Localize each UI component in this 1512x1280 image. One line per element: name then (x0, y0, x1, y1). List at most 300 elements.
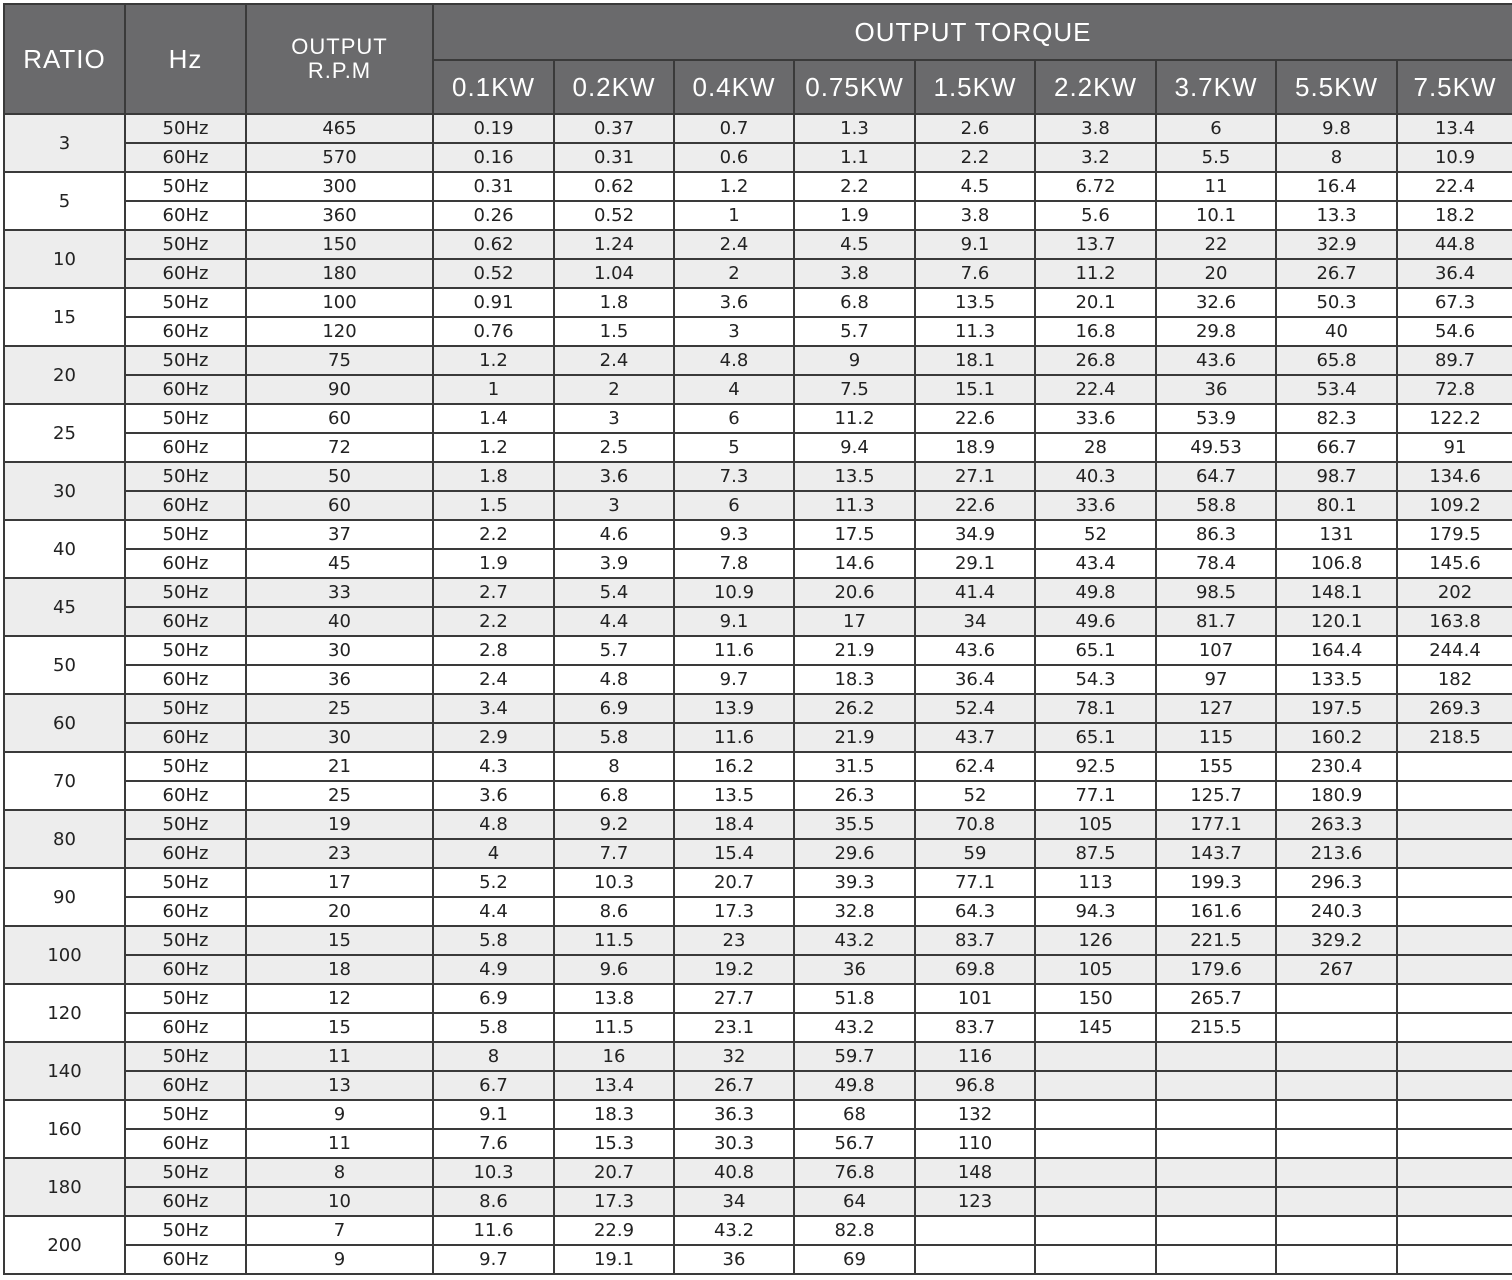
torque-cell: 131 (1276, 520, 1397, 549)
torque-cell: 8.6 (433, 1187, 554, 1216)
torque-cell: 1.3 (794, 114, 915, 143)
torque-cell: 110 (915, 1129, 1035, 1158)
torque-cell: 2.6 (915, 114, 1035, 143)
torque-cell: 4.9 (433, 955, 554, 984)
torque-cell: 122.2 (1397, 404, 1512, 433)
table-row (4, 810, 1512, 839)
header-kw: 0.1KW (433, 60, 554, 114)
torque-cell: 2 (674, 259, 794, 288)
hz-cell: 60Hz (125, 781, 246, 810)
ratio-cell: 180 (4, 1158, 125, 1216)
torque-cell: 1.1 (794, 143, 915, 172)
torque-cell: 160.2 (1276, 723, 1397, 752)
torque-cell: 0.52 (433, 259, 554, 288)
torque-cell: 150 (1035, 984, 1156, 1013)
torque-cell: 20.1 (1035, 288, 1156, 317)
header-hz: Hz (125, 4, 246, 114)
torque-cell: 31.5 (794, 752, 915, 781)
rpm-cell: 13 (246, 1071, 433, 1100)
torque-cell: 16.2 (674, 752, 794, 781)
torque-cell: 4.5 (915, 172, 1035, 201)
table-row (4, 868, 1512, 897)
output-torque-table (3, 3, 1512, 1275)
hz-cell: 50Hz (125, 636, 246, 665)
torque-cell: 19.1 (554, 1245, 674, 1274)
torque-cell (1397, 926, 1512, 955)
torque-cell: 20 (1156, 259, 1276, 288)
torque-cell: 244.4 (1397, 636, 1512, 665)
torque-cell: 32.6 (1156, 288, 1276, 317)
torque-cell: 36.4 (1397, 259, 1512, 288)
torque-cell: 0.6 (674, 143, 794, 172)
rpm-cell: 8 (246, 1158, 433, 1187)
torque-cell: 43.6 (915, 636, 1035, 665)
torque-cell: 1.8 (433, 462, 554, 491)
torque-cell: 13.9 (674, 694, 794, 723)
header-kw: 7.5KW (1397, 60, 1512, 114)
torque-cell: 43.4 (1035, 549, 1156, 578)
torque-cell (1035, 1158, 1156, 1187)
header-kw: 1.5KW (915, 60, 1035, 114)
torque-cell: 13.5 (674, 781, 794, 810)
torque-cell: 1.9 (794, 201, 915, 230)
torque-cell (1397, 984, 1512, 1013)
torque-cell: 107 (1156, 636, 1276, 665)
torque-cell: 0.37 (554, 114, 674, 143)
torque-cell: 26.3 (794, 781, 915, 810)
torque-cell: 30.3 (674, 1129, 794, 1158)
torque-cell: 64 (794, 1187, 915, 1216)
torque-cell: 18.4 (674, 810, 794, 839)
torque-cell: 133.5 (1276, 665, 1397, 694)
header-output-rpm-line2: R.P.M (307, 58, 372, 83)
rpm-cell: 180 (246, 259, 433, 288)
table-row (4, 433, 1512, 462)
header-kw: 0.75KW (794, 60, 915, 114)
torque-cell: 4.8 (674, 346, 794, 375)
torque-cell: 86.3 (1156, 520, 1276, 549)
torque-cell: 116 (915, 1042, 1035, 1071)
rpm-cell: 90 (246, 375, 433, 404)
rpm-cell: 15 (246, 926, 433, 955)
rpm-cell: 45 (246, 549, 433, 578)
header-output-rpm (246, 4, 433, 114)
table-row (4, 404, 1512, 433)
hz-cell: 60Hz (125, 955, 246, 984)
hz-cell: 60Hz (125, 1071, 246, 1100)
rpm-cell: 465 (246, 114, 433, 143)
rpm-cell: 50 (246, 462, 433, 491)
torque-cell: 23 (674, 926, 794, 955)
torque-cell: 120.1 (1276, 607, 1397, 636)
torque-cell: 16 (554, 1042, 674, 1071)
torque-cell (1397, 1245, 1512, 1274)
torque-cell: 36 (794, 955, 915, 984)
rpm-cell: 18 (246, 955, 433, 984)
ratio-cell: 200 (4, 1216, 125, 1274)
torque-cell: 7.7 (554, 839, 674, 868)
table-row (4, 781, 1512, 810)
ratio-cell: 70 (4, 752, 125, 810)
torque-cell (1156, 1216, 1276, 1245)
torque-cell: 148.1 (1276, 578, 1397, 607)
torque-cell: 329.2 (1276, 926, 1397, 955)
table-row (4, 114, 1512, 143)
torque-cell: 240.3 (1276, 897, 1397, 926)
torque-cell: 1 (433, 375, 554, 404)
torque-cell (1397, 810, 1512, 839)
rpm-cell: 360 (246, 201, 433, 230)
torque-cell: 18.2 (1397, 201, 1512, 230)
torque-cell (1156, 1245, 1276, 1274)
torque-cell: 8 (1276, 143, 1397, 172)
torque-cell: 41.4 (915, 578, 1035, 607)
header-kw: 0.2KW (554, 60, 674, 114)
torque-cell: 16.8 (1035, 317, 1156, 346)
torque-cell (1276, 1013, 1397, 1042)
torque-cell: 22.6 (915, 491, 1035, 520)
hz-cell: 60Hz (125, 433, 246, 462)
hz-cell: 50Hz (125, 230, 246, 259)
torque-cell: 21.9 (794, 723, 915, 752)
torque-cell: 1.2 (674, 172, 794, 201)
table-row (4, 1042, 1512, 1071)
torque-cell (1035, 1071, 1156, 1100)
rpm-cell: 150 (246, 230, 433, 259)
torque-cell: 5.5 (1156, 143, 1276, 172)
torque-cell: 4 (674, 375, 794, 404)
torque-cell: 7.6 (915, 259, 1035, 288)
torque-cell (1035, 1042, 1156, 1071)
torque-cell: 0.91 (433, 288, 554, 317)
torque-cell: 123 (915, 1187, 1035, 1216)
torque-cell: 89.7 (1397, 346, 1512, 375)
hz-cell: 60Hz (125, 1129, 246, 1158)
rpm-cell: 11 (246, 1129, 433, 1158)
torque-cell (1035, 1216, 1156, 1245)
torque-cell: 40 (1276, 317, 1397, 346)
torque-cell: 11.6 (433, 1216, 554, 1245)
torque-cell: 0.62 (433, 230, 554, 259)
hz-cell: 60Hz (125, 665, 246, 694)
torque-cell: 218.5 (1397, 723, 1512, 752)
torque-cell: 13.5 (915, 288, 1035, 317)
hz-cell: 50Hz (125, 810, 246, 839)
torque-cell (1276, 1187, 1397, 1216)
torque-cell: 36 (674, 1245, 794, 1274)
ratio-cell: 20 (4, 346, 125, 404)
hz-cell: 50Hz (125, 984, 246, 1013)
torque-cell: 91 (1397, 433, 1512, 462)
torque-cell (1156, 1071, 1276, 1100)
torque-cell: 27.7 (674, 984, 794, 1013)
torque-cell (1397, 897, 1512, 926)
torque-cell: 11.5 (554, 926, 674, 955)
torque-cell (1035, 1187, 1156, 1216)
torque-cell: 0.31 (554, 143, 674, 172)
torque-cell: 3 (554, 491, 674, 520)
table-row (4, 143, 1512, 172)
torque-cell: 215.5 (1156, 1013, 1276, 1042)
torque-cell: 2.4 (554, 346, 674, 375)
torque-cell: 10.9 (674, 578, 794, 607)
torque-cell: 10.3 (433, 1158, 554, 1187)
torque-cell: 202 (1397, 578, 1512, 607)
hz-cell: 50Hz (125, 694, 246, 723)
torque-cell: 6.72 (1035, 172, 1156, 201)
torque-cell: 7.8 (674, 549, 794, 578)
hz-cell: 50Hz (125, 1216, 246, 1245)
torque-cell: 58.8 (1156, 491, 1276, 520)
torque-cell: 98.5 (1156, 578, 1276, 607)
hz-cell: 50Hz (125, 172, 246, 201)
torque-cell: 7.6 (433, 1129, 554, 1158)
torque-cell: 148 (915, 1158, 1035, 1187)
ratio-cell: 3 (4, 114, 125, 172)
hz-cell: 50Hz (125, 346, 246, 375)
torque-cell: 19.2 (674, 955, 794, 984)
table-row (4, 723, 1512, 752)
torque-cell: 5.7 (794, 317, 915, 346)
torque-cell: 9.1 (915, 230, 1035, 259)
torque-cell: 8 (554, 752, 674, 781)
torque-cell: 145 (1035, 1013, 1156, 1042)
rpm-cell: 25 (246, 781, 433, 810)
hz-cell: 50Hz (125, 1158, 246, 1187)
torque-cell: 59.7 (794, 1042, 915, 1071)
torque-cell: 70.8 (915, 810, 1035, 839)
ratio-cell: 80 (4, 810, 125, 868)
torque-cell (1035, 1129, 1156, 1158)
torque-cell: 0.7 (674, 114, 794, 143)
torque-cell: 17.3 (674, 897, 794, 926)
table-row (4, 1216, 1512, 1245)
table-row (4, 897, 1512, 926)
torque-cell: 9.6 (554, 955, 674, 984)
torque-cell (1397, 955, 1512, 984)
torque-cell: 32.8 (794, 897, 915, 926)
torque-cell: 23.1 (674, 1013, 794, 1042)
rpm-cell: 36 (246, 665, 433, 694)
torque-cell: 36.3 (674, 1100, 794, 1129)
torque-cell: 9 (794, 346, 915, 375)
torque-cell: 199.3 (1156, 868, 1276, 897)
table-row (4, 201, 1512, 230)
torque-cell: 72.8 (1397, 375, 1512, 404)
ratio-cell: 5 (4, 172, 125, 230)
torque-cell: 5 (674, 433, 794, 462)
torque-cell: 40.8 (674, 1158, 794, 1187)
torque-cell: 4.3 (433, 752, 554, 781)
rpm-cell: 120 (246, 317, 433, 346)
torque-cell: 18.3 (554, 1100, 674, 1129)
torque-cell: 145.6 (1397, 549, 1512, 578)
rpm-cell: 570 (246, 143, 433, 172)
torque-cell: 54.3 (1035, 665, 1156, 694)
torque-cell: 143.7 (1156, 839, 1276, 868)
torque-cell: 62.4 (915, 752, 1035, 781)
rpm-cell: 72 (246, 433, 433, 462)
torque-cell: 65.1 (1035, 723, 1156, 752)
torque-cell: 2.4 (674, 230, 794, 259)
ratio-cell: 90 (4, 868, 125, 926)
table-row (4, 665, 1512, 694)
table-row (4, 694, 1512, 723)
torque-cell: 78.1 (1035, 694, 1156, 723)
torque-cell: 22.4 (1397, 172, 1512, 201)
table-row (4, 375, 1512, 404)
table-row (4, 1245, 1512, 1274)
hz-cell: 60Hz (125, 143, 246, 172)
torque-cell: 18.1 (915, 346, 1035, 375)
torque-cell (1276, 1129, 1397, 1158)
torque-cell: 9.7 (433, 1245, 554, 1274)
torque-cell (1156, 1042, 1276, 1071)
rpm-cell: 15 (246, 1013, 433, 1042)
ratio-cell: 30 (4, 462, 125, 520)
torque-cell: 65.8 (1276, 346, 1397, 375)
hz-cell: 60Hz (125, 839, 246, 868)
hz-cell: 60Hz (125, 317, 246, 346)
header-kw: 5.5KW (1276, 60, 1397, 114)
torque-cell: 180.9 (1276, 781, 1397, 810)
torque-cell: 10.3 (554, 868, 674, 897)
hz-cell: 60Hz (125, 491, 246, 520)
torque-cell: 3.6 (433, 781, 554, 810)
torque-cell: 6.8 (794, 288, 915, 317)
ratio-cell: 40 (4, 520, 125, 578)
rpm-cell: 10 (246, 1187, 433, 1216)
torque-cell: 11.3 (794, 491, 915, 520)
torque-cell: 11.2 (1035, 259, 1156, 288)
torque-cell: 3.8 (794, 259, 915, 288)
torque-cell: 2.4 (433, 665, 554, 694)
torque-cell: 32 (674, 1042, 794, 1071)
table-row (4, 984, 1512, 1013)
torque-cell: 43.2 (674, 1216, 794, 1245)
torque-cell: 32.9 (1276, 230, 1397, 259)
table-row (4, 752, 1512, 781)
torque-cell: 1.04 (554, 259, 674, 288)
torque-cell: 67.3 (1397, 288, 1512, 317)
torque-cell: 59 (915, 839, 1035, 868)
torque-cell: 82.8 (794, 1216, 915, 1245)
table-row (4, 839, 1512, 868)
torque-cell: 161.6 (1156, 897, 1276, 926)
ratio-cell: 60 (4, 694, 125, 752)
torque-cell: 26.7 (1276, 259, 1397, 288)
torque-cell: 53.4 (1276, 375, 1397, 404)
torque-cell: 97 (1156, 665, 1276, 694)
torque-cell: 14.6 (794, 549, 915, 578)
torque-cell: 9.2 (554, 810, 674, 839)
torque-cell: 1.5 (554, 317, 674, 346)
hz-cell: 50Hz (125, 520, 246, 549)
torque-cell: 105 (1035, 810, 1156, 839)
hz-cell: 60Hz (125, 1245, 246, 1274)
torque-cell: 6.7 (433, 1071, 554, 1100)
torque-cell: 18.9 (915, 433, 1035, 462)
hz-cell: 60Hz (125, 1013, 246, 1042)
torque-cell: 8.6 (554, 897, 674, 926)
torque-cell: 64.3 (915, 897, 1035, 926)
torque-cell: 2.2 (433, 520, 554, 549)
torque-cell: 36.4 (915, 665, 1035, 694)
torque-cell (1397, 1071, 1512, 1100)
table-row (4, 317, 1512, 346)
torque-cell: 53.9 (1156, 404, 1276, 433)
torque-cell: 1.4 (433, 404, 554, 433)
rpm-cell: 9 (246, 1245, 433, 1274)
torque-cell: 132 (915, 1100, 1035, 1129)
torque-cell: 0.62 (554, 172, 674, 201)
torque-cell: 0.76 (433, 317, 554, 346)
torque-cell: 22.9 (554, 1216, 674, 1245)
table-row (4, 520, 1512, 549)
ratio-cell: 50 (4, 636, 125, 694)
torque-cell: 4.8 (433, 810, 554, 839)
hz-cell: 60Hz (125, 549, 246, 578)
torque-cell: 1.24 (554, 230, 674, 259)
torque-cell: 10.1 (1156, 201, 1276, 230)
table-row (4, 288, 1512, 317)
ratio-cell: 25 (4, 404, 125, 462)
torque-cell: 105 (1035, 955, 1156, 984)
hz-cell: 50Hz (125, 462, 246, 491)
torque-cell: 2.7 (433, 578, 554, 607)
rpm-cell: 9 (246, 1100, 433, 1129)
torque-cell: 49.8 (1035, 578, 1156, 607)
torque-cell: 52 (1035, 520, 1156, 549)
table-row (4, 549, 1512, 578)
torque-cell: 13.8 (554, 984, 674, 1013)
torque-cell: 230.4 (1276, 752, 1397, 781)
torque-cell: 9.4 (794, 433, 915, 462)
torque-cell: 69.8 (915, 955, 1035, 984)
torque-cell: 11.2 (794, 404, 915, 433)
table-row (4, 578, 1512, 607)
torque-cell: 6.8 (554, 781, 674, 810)
rpm-cell: 30 (246, 723, 433, 752)
torque-cell: 36 (1156, 375, 1276, 404)
torque-cell: 109.2 (1397, 491, 1512, 520)
torque-cell: 126 (1035, 926, 1156, 955)
torque-cell (1397, 1216, 1512, 1245)
torque-cell: 3.8 (915, 201, 1035, 230)
torque-cell: 3 (554, 404, 674, 433)
torque-cell: 16.4 (1276, 172, 1397, 201)
torque-cell: 2.2 (433, 607, 554, 636)
torque-cell: 164.4 (1276, 636, 1397, 665)
ratio-cell: 160 (4, 1100, 125, 1158)
torque-cell: 5.8 (433, 1013, 554, 1042)
torque-cell (1397, 1042, 1512, 1071)
torque-cell: 17 (794, 607, 915, 636)
torque-cell: 0.26 (433, 201, 554, 230)
torque-cell (1035, 1245, 1156, 1274)
torque-cell: 15.4 (674, 839, 794, 868)
torque-cell (1397, 1187, 1512, 1216)
torque-cell: 78.4 (1156, 549, 1276, 578)
torque-cell: 44.8 (1397, 230, 1512, 259)
torque-cell: 6 (674, 491, 794, 520)
torque-cell (915, 1245, 1035, 1274)
torque-cell: 9.1 (433, 1100, 554, 1129)
torque-cell: 82.3 (1276, 404, 1397, 433)
torque-cell: 134.6 (1397, 462, 1512, 491)
torque-cell: 83.7 (915, 926, 1035, 955)
rpm-cell: 12 (246, 984, 433, 1013)
